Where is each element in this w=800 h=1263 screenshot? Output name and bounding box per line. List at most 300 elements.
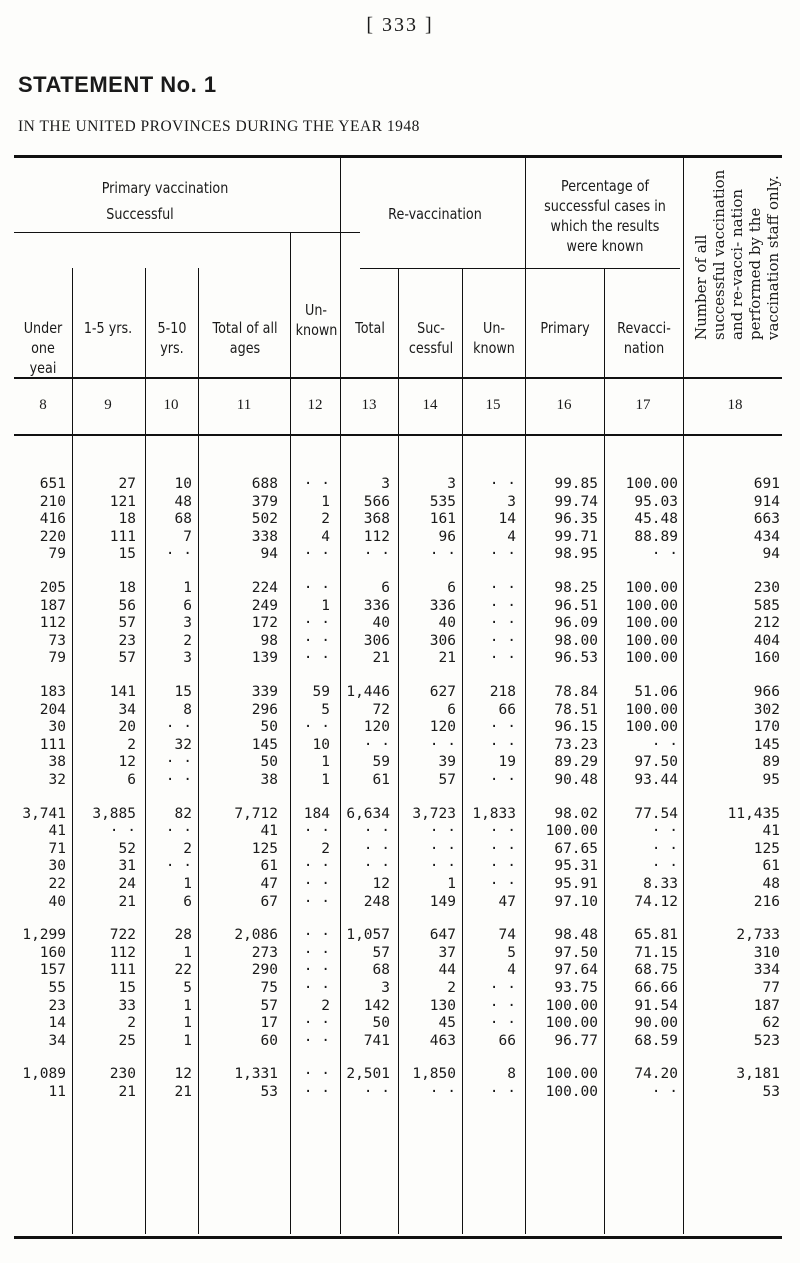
table-cell: 56 [118,597,136,614]
table-cell: 212 [753,615,780,632]
table-cell: 627 [429,684,456,700]
table-row [0,754,800,771]
table-cell: 3 [183,650,192,667]
table-cell: 41 [48,823,66,840]
table-cell: 273 [251,944,278,961]
table-cell: 23 [118,632,136,649]
table-cell: · · [363,823,390,840]
header-successful: Successful [106,205,174,223]
table-cell: 97.50 [554,944,598,961]
table-cell: 79 [48,650,66,667]
table-cell: · · [303,580,330,596]
table-cell: 53 [260,1084,278,1100]
table-cell: 21 [438,650,456,667]
table-cell: 339 [251,684,278,700]
table-cell: 95.91 [554,876,598,892]
table-row [0,876,800,893]
table-cell: 141 [109,684,136,700]
table-cell: 306 [363,632,390,649]
table-cell: 97.10 [554,893,598,910]
table-cell: 38 [48,754,66,771]
table-cell: 6 [381,580,390,596]
table-cell: 45 [438,1015,456,1032]
table-cell: 17 [260,1015,278,1032]
table-cell: · · [651,858,678,875]
table-cell: 93.44 [634,772,678,788]
table-cell: 306 [429,632,456,649]
table-cell: 100.00 [545,823,598,840]
table-row [0,980,800,997]
table-row [0,962,800,979]
table-cell: 71.15 [634,944,678,961]
table-cell: · · [303,944,330,961]
table-cell: · · [489,650,516,667]
table-cell: 1 [321,493,330,510]
table-cell: · · [489,1084,516,1100]
table-cell: 74.20 [634,1066,678,1083]
table-cell: 60 [260,1032,278,1049]
table-cell: 74.12 [634,893,678,910]
table-cell: 47 [260,876,278,892]
header-age-5-10: 5-10 yrs. [157,319,187,357]
table-cell: · · [429,858,456,875]
column-number: 18 [727,397,743,413]
table-cell: 67 [260,893,278,910]
table-cell: 334 [753,962,780,979]
table-cell: 15 [174,684,192,700]
table-row [0,1066,800,1083]
table-cell: 57 [260,997,278,1014]
table-cell: 218 [489,684,516,700]
table-cell: 3,741 [22,805,66,822]
table-cell: 3 [507,493,516,510]
table-cell: 95 [762,772,780,788]
table-cell: 73.23 [554,736,598,753]
table-row [0,806,800,823]
table-cell: · · [303,962,330,979]
table-row [0,841,800,858]
table-cell: · · [489,580,516,596]
table-cell: 67.65 [554,840,598,857]
table-cell: 463 [429,1032,456,1049]
table-cell: 50 [372,1015,390,1032]
table-cell: 31 [118,858,136,875]
table-cell: 100.00 [625,476,678,492]
table-cell: 585 [753,597,780,614]
table-cell: 157 [39,962,66,979]
header-under-one-year: Under one yeai [23,319,63,377]
table-cell: 34 [48,1032,66,1049]
table-cell: 23 [48,997,66,1014]
table-cell: 66.66 [634,980,678,996]
table-cell: 170 [753,719,780,736]
column-number: 12 [307,397,323,413]
table-cell: 1 [447,876,456,892]
table-row [0,719,800,736]
table-cell: · · [489,840,516,857]
table-cell: 98.95 [554,546,598,563]
table-cell: 98.25 [554,580,598,596]
table-cell: 130 [429,997,456,1014]
table-cell: 30 [48,858,66,875]
table-cell: 149 [429,893,456,910]
table-cell: 2,733 [736,927,780,944]
table-cell: 61 [372,772,390,788]
table-cell: 1,299 [22,927,66,944]
table-cell: 7,712 [234,805,278,822]
table-cell: 502 [251,511,278,528]
table-cell: 416 [39,511,66,528]
table-cell: · · [303,1084,330,1100]
table-row [0,927,800,944]
table-cell: 4 [507,528,516,545]
column-number: 17 [635,397,651,413]
table-cell: 302 [753,701,780,718]
table-cell: 100.00 [545,1066,598,1083]
table-cell: 39 [438,754,456,771]
table-cell: 73 [48,632,66,649]
table-cell: 32 [48,772,66,788]
table-cell: 3 [447,476,456,492]
table-cell: · · [303,719,330,736]
table-cell: · · [489,980,516,996]
table-cell: 97.50 [634,754,678,771]
table-cell: 368 [363,511,390,528]
table-cell: 4 [321,528,330,545]
table-cell: 125 [251,840,278,857]
table-cell: 230 [753,580,780,596]
table-cell: 4 [507,962,516,979]
table-row [0,1084,800,1101]
table-cell: 66 [498,1032,516,1049]
table-cell: 205 [39,580,66,596]
table-cell: 33 [118,997,136,1014]
table-cell: 38 [260,772,278,788]
table-cell: 6 [183,893,192,910]
table-cell: 62 [762,1015,780,1032]
table-cell: 50 [260,719,278,736]
table-cell: 98.48 [554,927,598,944]
table-cell: 99.85 [554,476,598,492]
table-cell: 21 [118,1084,136,1100]
table-cell: 99.74 [554,493,598,510]
table-cell: 139 [251,650,278,667]
table-row [0,546,800,563]
table-cell: · · [303,927,330,944]
table-cell: 82 [174,805,192,822]
table-cell: 100.00 [545,1084,598,1100]
table-cell: 51.06 [634,684,678,700]
table-cell: 14 [498,511,516,528]
table-cell: 10 [174,476,192,492]
table-cell: · · [489,858,516,875]
table-cell: 6 [447,580,456,596]
table-cell: 8.33 [643,876,678,892]
table-cell: · · [363,840,390,857]
table-cell: 95.31 [554,858,598,875]
table-cell: 336 [363,597,390,614]
table-cell: · · [651,546,678,563]
table-cell: · · [363,1084,390,1100]
table-cell: · · [429,840,456,857]
column-number: 13 [361,397,377,413]
table-cell: 3,723 [412,805,456,822]
table-cell: 89 [762,754,780,771]
table-cell: 651 [39,476,66,492]
table-cell: 100.00 [625,615,678,632]
table-cell: 55 [48,980,66,996]
table-cell: · · [489,736,516,753]
table-cell: · · [651,1084,678,1100]
table-cell: 1 [321,754,330,771]
table-cell: 5 [507,944,516,961]
table-cell: 53 [762,1084,780,1100]
table-cell: 68.59 [634,1032,678,1049]
table-cell: 187 [753,997,780,1014]
table-cell: 1,089 [22,1066,66,1083]
table-cell: 5 [321,701,330,718]
table-cell: 2 [183,632,192,649]
table-cell: 691 [753,476,780,492]
table-row [0,702,800,719]
table-cell: 722 [109,927,136,944]
header-rv-total: Total [355,319,385,337]
table-cell: 40 [48,893,66,910]
table-cell: 1,331 [234,1066,278,1083]
table-cell: 22 [174,962,192,979]
table-row [0,580,800,597]
table-cell: 2,501 [346,1066,390,1083]
table-cell: 2,086 [234,927,278,944]
table-cell: 21 [118,893,136,910]
table-cell: 741 [363,1032,390,1049]
table-cell: 100.00 [625,597,678,614]
table-cell: 310 [753,944,780,961]
table-cell: 57 [438,772,456,788]
table-cell: 20 [118,719,136,736]
table-cell: 100.00 [625,719,678,736]
table-cell: 30 [48,719,66,736]
table-cell: 3,181 [736,1066,780,1083]
table-cell: 12 [118,754,136,771]
table-cell: 47 [498,893,516,910]
table-cell: 1 [183,997,192,1014]
table-cell: 184 [303,805,330,822]
table-cell: 523 [753,1032,780,1049]
table-row [0,1015,800,1032]
table-cell: 8 [183,701,192,718]
table-cell: · · [165,546,192,563]
table-cell: 19 [498,754,516,771]
table-cell: 22 [48,876,66,892]
table-cell: 97.64 [554,962,598,979]
table-cell: 90.48 [554,772,598,788]
header-percentage: Percentage of successful cases in which the results were known [544,177,666,255]
table-cell: · · [165,858,192,875]
column-number: 10 [163,397,179,413]
table-cell: 77.54 [634,805,678,822]
table-cell: 2 [321,997,330,1014]
table-cell: 145 [753,736,780,753]
table-row [0,1033,800,1050]
table-cell: · · [303,546,330,563]
table-cell: 95.03 [634,493,678,510]
header-number-vaccination: Number of all successful vaccination and re-vacci- nation performed by the vaccination staff only. [692,169,782,340]
table-cell: 336 [429,597,456,614]
table-row [0,945,800,962]
table-cell: 647 [429,927,456,944]
table-cell: 6 [127,772,136,788]
table-cell: 34 [118,701,136,718]
table-cell: · · [489,597,516,614]
table-cell: 1,446 [346,684,390,700]
table-cell: · · [303,1032,330,1049]
table-cell: 7 [183,528,192,545]
header-primary-vaccination: Primary vaccination [101,179,229,197]
table-cell: 100.00 [625,580,678,596]
table-cell: 379 [251,493,278,510]
table-cell: 21 [372,650,390,667]
table-cell: · · [303,823,330,840]
table-cell: 535 [429,493,456,510]
table-cell: 90.00 [634,1015,678,1032]
header-unknown: Un- known [295,301,338,339]
table-cell: 5 [183,980,192,996]
table-cell: 65.81 [634,927,678,944]
table-cell: 57 [118,650,136,667]
table-cell: 28 [174,927,192,944]
table-cell: 98.02 [554,805,598,822]
table-cell: 75 [260,980,278,996]
table-cell: 145 [251,736,278,753]
table-cell: 74 [498,927,516,944]
table-cell: 220 [39,528,66,545]
table-cell: 1,833 [472,805,516,822]
table-cell: 100.00 [625,701,678,718]
table-cell: 2 [183,840,192,857]
table-cell: · · [165,754,192,771]
subheader-underline [360,268,680,269]
table-cell: 18 [118,511,136,528]
table-cell: 187 [39,597,66,614]
table-cell: 96.77 [554,1032,598,1049]
table-cell: 112 [109,944,136,961]
table-cell: 1,850 [412,1066,456,1083]
table-cell: 338 [251,528,278,545]
column-number: 15 [485,397,501,413]
table-row [0,737,800,754]
table-row [0,615,800,632]
table-cell: 224 [251,580,278,596]
header-total-all-ages: Total of all ages [212,319,278,357]
table-cell: 98 [260,632,278,649]
table-cell: · · [489,1015,516,1032]
table-cell: 40 [438,615,456,632]
table-cell: 11 [48,1084,66,1100]
column-number: 8 [39,397,47,413]
table-cell: 3 [183,615,192,632]
table-cell: · · [429,736,456,753]
table-cell: 566 [363,493,390,510]
table-cell: 27 [118,476,136,492]
table-cell: 96.53 [554,650,598,667]
table-row [0,858,800,875]
table-cell: · · [303,1066,330,1083]
table-cell: · · [303,632,330,649]
table-cell: 120 [429,719,456,736]
table-cell: 1,057 [346,927,390,944]
table-cell: 120 [363,719,390,736]
table-cell: · · [303,893,330,910]
table-cell: 6 [447,701,456,718]
table-cell: 59 [372,754,390,771]
table-cell: 44 [438,962,456,979]
table-cell: 99.71 [554,528,598,545]
table-cell: 96.09 [554,615,598,632]
table-row [0,511,800,528]
table-cell: 48 [174,493,192,510]
table-row [0,894,800,911]
table-cell: 1 [183,1032,192,1049]
table-cell: 57 [372,944,390,961]
table-cell: 100.00 [545,997,598,1014]
table-cell: 96.35 [554,511,598,528]
header-rv-successful: Suc- cessful [408,319,454,357]
table-cell: 37 [438,944,456,961]
table-cell: · · [429,546,456,563]
table-cell: 663 [753,511,780,528]
table-row [0,494,800,511]
table-cell: 40 [372,615,390,632]
table-row [0,598,800,615]
table-cell: 688 [251,476,278,492]
column-number: 14 [422,397,438,413]
table-cell: 249 [251,597,278,614]
table-cell: 6 [183,597,192,614]
table-row [0,998,800,1015]
table-cell: · · [109,823,136,840]
table-cell: 1 [183,876,192,892]
table-cell: 112 [363,528,390,545]
header-revaccination: Re-vaccination [388,205,482,223]
table-cell: 15 [118,546,136,563]
table-cell: 100.00 [545,1015,598,1032]
table-cell: · · [489,823,516,840]
table-cell: 96 [438,528,456,545]
table-cell: 12 [174,1066,192,1083]
table-cell: · · [489,997,516,1014]
table-cell: · · [303,476,330,492]
table-bottom-rule [14,1236,782,1239]
table-cell: 111 [39,736,66,753]
table-cell: 10 [312,736,330,753]
table-cell: 172 [251,615,278,632]
table-cell: · · [489,546,516,563]
table-cell: 914 [753,493,780,510]
table-cell: · · [165,719,192,736]
table-cell: · · [363,858,390,875]
table-row [0,684,800,701]
table-row [0,633,800,650]
table-cell: 125 [753,840,780,857]
table-cell: · · [303,858,330,875]
table-cell: 290 [251,962,278,979]
table-cell: 68 [372,962,390,979]
table-cell: · · [303,980,330,996]
header-pct-primary: Primary [540,319,590,337]
header-pct-revaccination: Revacci- nation [617,319,671,357]
table-cell: · · [363,546,390,563]
